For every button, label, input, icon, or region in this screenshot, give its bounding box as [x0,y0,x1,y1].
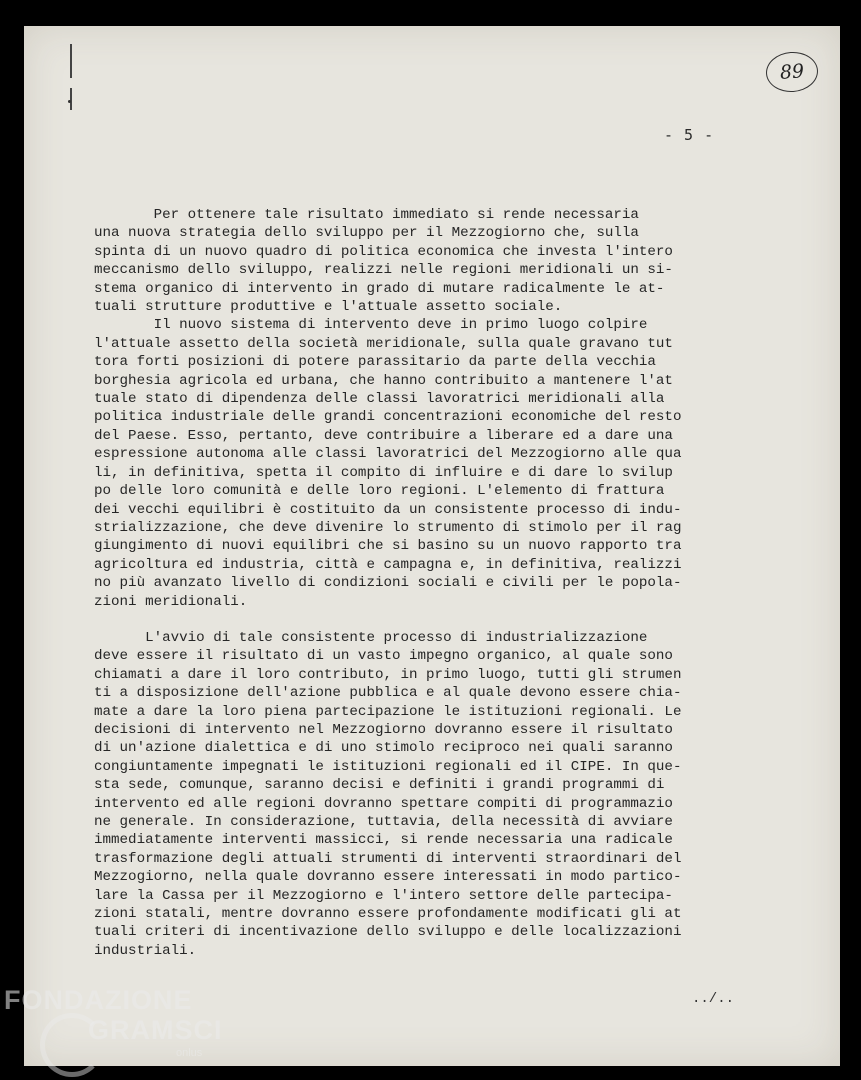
text-line: tora forti posizioni di potere parassitario da parte della vecchia [94,354,656,371]
text-line: intervento ed alle regioni dovranno spettare compiti di programmazio [94,795,673,812]
text-line: zioni meridionali. [94,593,248,610]
text-line: politica industriale delle grandi concentrazioni economiche del resto [94,409,682,426]
paragraph [94,206,784,316]
text-line: L'avvio di tale consistente processo di industrializzazione [94,629,648,646]
binding-mark [70,88,72,110]
text-line: meccanismo dello sviluppo, realizzi nelle regioni meridionali un si- [94,262,673,279]
page-number: - 5 - [664,126,715,144]
folio-number: 89 [779,60,805,84]
text-line: zioni statali, mentre dovranno essere profondamente modificati gli at [94,906,682,923]
text-line: agricoltura ed industria, città e campagna e, in definitiva, realizzi [94,556,682,573]
watermark-line-2: GRAMSCI [88,1015,223,1045]
text-line: chiamati a dare il loro contributo, in primo luogo, tutti gli strumen [94,666,682,683]
text-line: decisioni di intervento nel Mezzogiorno dovranno essere il risultato [94,721,673,738]
text-line: strializzazione, che deve divenire lo strumento di stimolo per il rag [94,519,682,536]
text-line: tuale stato di dipendenza delle classi lavoratrici meridionali alla [94,391,665,408]
text-line: dei vecchi equilibri è costituito da un consistente processo di indu- [94,501,682,518]
folio-number-stamp [765,50,820,94]
continuation-mark: ../.. [692,991,735,1007]
text-line: lare la Cassa per il Mezzogiorno e l'intero settore delle partecipa- [94,887,673,904]
binding-mark [70,44,72,78]
text-line: li, in definitiva, spetta il compito di influire e di dare lo svilup [94,464,673,481]
text-line: immediatamente interventi massicci, si rende necessaria una radicale [94,832,673,849]
text-line: giungimento di nuovi equilibri che si basino su un nuovo rapporto tra [94,538,682,555]
text-line: no più avanzato livello di condizioni sociali e civili per le popola- [94,575,682,592]
watermark-line-3: onlus [176,1047,203,1059]
document-page [24,26,840,1066]
text-line: una nuova strategia dello sviluppo per il Mezzogiorno che, sulla [94,225,639,242]
text-line: tuali strutture produttive e l'attuale assetto sociale. [94,299,563,316]
text-line: espressione autonoma alle classi lavoratrici del Mezzogiorno alle qua [94,446,682,463]
text-line: sta sede, comunque, saranno decisi e definiti i grandi programmi di [94,777,665,794]
text-line: tuali criteri di incentivazione dello sviluppo e delle localizzazioni [94,924,682,941]
binding-dot [68,100,71,103]
text-line: trasformazione degli attuali strumenti di interventi straordinari del [94,850,682,867]
text-line: Mezzogiorno, nella quale dovranno essere interessati in modo partico- [94,869,682,886]
text-line: industriali. [94,942,197,959]
text-line: di un'azione dialettica e di uno stimolo reciproco nei quali saranno [94,740,673,757]
text-line: po delle loro comunità e delle loro regioni. L'elemento di frattura [94,483,665,500]
watermark-line-1: FONDAZIONE [4,985,193,1015]
text-line: stema organico di intervento in grado di mutare radicalmente le at- [94,280,665,297]
body-text [94,206,784,960]
text-line: spinta di un nuovo quadro di politica economica che investa l'intero [94,243,673,260]
text-line: Per ottenere tale risultato immediato si rende necessaria [94,207,639,223]
text-line: ne generale. In considerazione, tuttavia, della necessità di avviare [94,814,673,830]
text-line: borghesia agricola ed urbana, che hanno contribuito a mantenere l'at [94,372,673,389]
text-line: mate a dare la loro piena partecipazione le istituzioni regionali. Le [94,703,682,720]
text-line: Il nuovo sistema di intervento deve in primo luogo colpire [94,317,648,334]
paragraph [94,629,784,960]
text-line: l'attuale assetto della società meridionale, sulla quale gravano tut [94,335,673,352]
fondazione-gramsci-watermark [4,985,224,1080]
text-line: ti a disposizione dell'azione pubblica e al quale devono essere chia- [94,685,682,702]
paragraph [94,316,784,611]
text-line: deve essere il risultato di un vasto impegno organico, al quale sono [94,648,673,665]
text-line: congiuntamente impegnati le istituzioni regionali ed il CIPE. In que- [94,758,682,775]
text-line: del Paese. Esso, pertanto, deve contribuire a liberare ed a dare una [94,427,673,444]
